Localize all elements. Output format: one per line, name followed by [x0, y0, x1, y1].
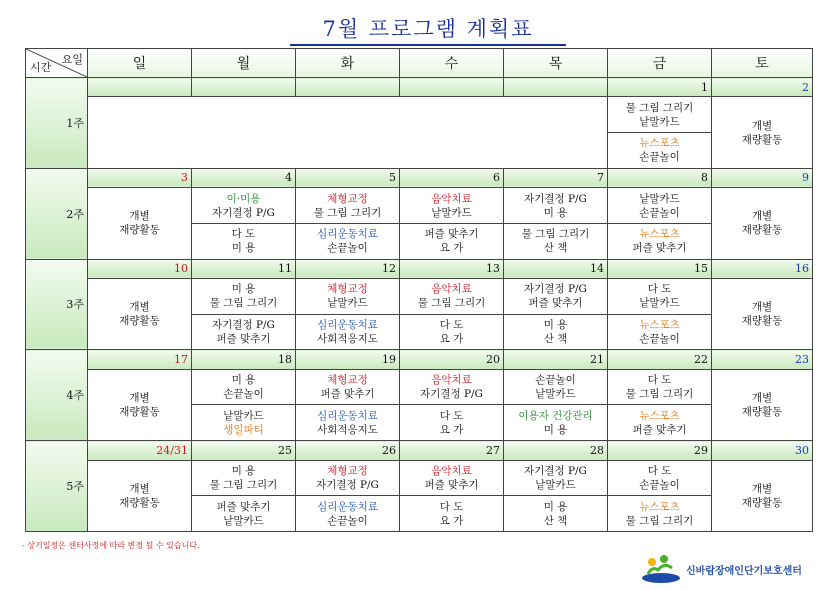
activity-cell-mon-pm	[192, 496, 296, 532]
week-label: 3주	[26, 259, 88, 350]
activity-cell-mon-pm	[192, 405, 296, 441]
activity-cell-mon-am	[192, 278, 296, 314]
activity-line: 낱말카드	[327, 297, 368, 310]
activity-line: 손끝놀이	[639, 206, 680, 219]
activity-line: 손끝놀이	[639, 478, 680, 491]
date-cell-wed	[400, 78, 504, 97]
sunday-free-activity	[88, 278, 192, 349]
empty-cell	[88, 97, 608, 168]
activity-line: 물 그림 그리기	[313, 206, 382, 219]
activity-line: 체형교정	[327, 192, 368, 205]
date-cell-fri: 1	[608, 78, 712, 97]
date-cell-thu: 21	[504, 350, 608, 369]
sunday-free-activity	[88, 369, 192, 440]
activity-line: 요 가	[439, 332, 464, 345]
activity-line: 물 그림 그리기	[417, 297, 486, 310]
activity-line: 다 도	[439, 500, 464, 513]
date-cell-sun: 24/31	[88, 441, 192, 460]
activity-line: 자기결정 P/G	[524, 192, 587, 205]
saturday-free-activity	[712, 278, 813, 349]
activity-line: 낱말카드	[639, 115, 680, 128]
morning-activity-row	[26, 97, 813, 133]
activity-line: 재량활동	[119, 224, 160, 237]
activity-line: 요 가	[439, 514, 464, 527]
logo-icon	[640, 552, 682, 586]
weekday-sat: 토	[712, 49, 813, 78]
activity-cell-tue-am	[296, 460, 400, 496]
activity-line: 미 용	[231, 242, 256, 255]
date-cell-mon	[192, 78, 296, 97]
activity-line: 손끝놀이	[223, 388, 264, 401]
activity-cell-mon-am	[192, 460, 296, 496]
activity-cell-thu-pm	[504, 223, 608, 259]
activity-line: 뉴스포츠	[639, 318, 680, 331]
activity-line: 체형교정	[327, 464, 368, 477]
activity-cell-tue-am	[296, 369, 400, 405]
activity-line: 음악치료	[431, 374, 472, 387]
activity-cell-tue-pm	[296, 314, 400, 350]
activity-line: 퍼즐 맞추기	[528, 297, 583, 310]
activity-cell-fri-am	[608, 97, 712, 133]
page-title: 7월 프로그램 계획표	[290, 14, 566, 46]
activity-line: 낱말카드	[639, 192, 680, 205]
week-label: 5주	[26, 441, 88, 532]
activity-line: 뉴스포츠	[639, 137, 680, 150]
activity-line: 사회적응지도	[317, 332, 378, 345]
activity-cell-wed-pm	[400, 496, 504, 532]
activity-cell-thu-pm	[504, 314, 608, 350]
activity-line: 낱말카드	[223, 514, 264, 527]
activity-line: 손끝놀이	[639, 332, 680, 345]
activity-cell-fri-am	[608, 369, 712, 405]
week-date-row	[26, 259, 813, 278]
activity-cell-mon-am	[192, 188, 296, 224]
activity-line: 재량활동	[741, 405, 783, 418]
date-cell-fri: 15	[608, 259, 712, 278]
activity-line: 다 도	[647, 464, 672, 477]
activity-line: 재량활동	[119, 405, 160, 418]
activity-line: 재량활동	[741, 315, 783, 328]
activity-cell-mon-pm	[192, 223, 296, 259]
activity-cell-fri-pm	[608, 496, 712, 532]
activity-cell-fri-am	[608, 278, 712, 314]
activity-line: 음악치료	[431, 464, 472, 477]
activity-line: 이·미용	[226, 192, 261, 205]
date-cell-wed: 6	[400, 168, 504, 187]
date-cell-mon: 4	[192, 168, 296, 187]
activity-line: 물 그림 그리기	[209, 478, 278, 491]
date-cell-thu: 14	[504, 259, 608, 278]
activity-cell-fri-am	[608, 188, 712, 224]
date-cell-fri: 29	[608, 441, 712, 460]
activity-line: 다 도	[647, 283, 672, 296]
activity-cell-thu-am	[504, 369, 608, 405]
activity-line: 미 용	[543, 500, 568, 513]
activity-line: 자기결정 P/G	[524, 464, 587, 477]
morning-activity-row	[26, 460, 813, 496]
date-cell-sun: 17	[88, 350, 192, 369]
corner-time-label: 시간	[30, 61, 52, 74]
activity-line: 재량활동	[119, 496, 160, 509]
week-label: 2주	[26, 168, 88, 259]
week-date-row	[26, 441, 813, 460]
activity-line: 개별	[129, 210, 150, 223]
date-cell-tue: 12	[296, 259, 400, 278]
activity-cell-thu-am	[504, 460, 608, 496]
activity-line: 다 도	[439, 409, 464, 422]
weekday-mon: 월	[192, 49, 296, 78]
date-cell-sat: 23	[712, 350, 813, 369]
activity-line: 낱말카드	[223, 409, 264, 422]
activity-line: 퍼즐 맞추기	[424, 478, 479, 491]
morning-activity-row	[26, 278, 813, 314]
activity-line: 물 그림 그리기	[625, 101, 694, 114]
date-cell-wed: 27	[400, 441, 504, 460]
activity-line: 체형교정	[327, 283, 368, 296]
activity-cell-tue-am	[296, 278, 400, 314]
activity-line: 개별	[751, 210, 773, 223]
date-cell-fri: 8	[608, 168, 712, 187]
saturday-free-activity	[712, 97, 813, 168]
activity-cell-tue-pm	[296, 405, 400, 441]
activity-line: 개별	[751, 119, 773, 132]
activity-line: 심리운동치료	[317, 228, 378, 241]
activity-line: 손끝놀이	[535, 374, 576, 387]
activity-line: 개별	[129, 482, 150, 495]
activity-line: 음악치료	[431, 192, 472, 205]
activity-line: 손끝놀이	[327, 514, 368, 527]
activity-line: 음악치료	[431, 283, 472, 296]
date-cell-sat: 9	[712, 168, 813, 187]
date-cell-mon: 11	[192, 259, 296, 278]
activity-line: 퍼즐 맞추기	[216, 500, 271, 513]
weekday-fri: 금	[608, 49, 712, 78]
date-cell-wed: 13	[400, 259, 504, 278]
activity-line: 산 책	[543, 242, 568, 255]
activity-line: 개별	[751, 391, 773, 404]
activity-line: 미 용	[543, 206, 568, 219]
activity-line: 미 용	[543, 423, 568, 436]
activity-cell-thu-pm	[504, 496, 608, 532]
activity-cell-wed-pm	[400, 223, 504, 259]
activity-line: 미 용	[543, 318, 568, 331]
activity-line: 물 그림 그리기	[521, 228, 590, 241]
activity-line: 개별	[129, 391, 150, 404]
activity-line: 물 그림 그리기	[625, 514, 694, 527]
activity-line: 낱말카드	[535, 388, 576, 401]
date-cell-sun: 3	[88, 168, 192, 187]
week-date-row	[26, 78, 813, 97]
activity-line: 체형교정	[327, 374, 368, 387]
date-cell-wed: 20	[400, 350, 504, 369]
activity-cell-wed-pm	[400, 314, 504, 350]
activity-line: 퍼즐 맞추기	[632, 242, 687, 255]
activity-line: 재량활동	[741, 224, 783, 237]
activity-cell-thu-pm	[504, 405, 608, 441]
activity-line: 손끝놀이	[327, 242, 368, 255]
morning-activity-row	[26, 188, 813, 224]
activity-line: 퍼즐 맞추기	[320, 388, 375, 401]
weekday-sun: 일	[88, 49, 192, 78]
activity-line: 재량활동	[119, 315, 160, 328]
activity-cell-fri-pm	[608, 314, 712, 350]
date-cell-mon: 18	[192, 350, 296, 369]
activity-line: 재량활동	[741, 133, 783, 146]
activity-cell-mon-pm	[192, 314, 296, 350]
activity-line: 개별	[129, 301, 150, 314]
activity-line: 이용자 건강관리	[518, 409, 593, 422]
activity-line: 낱말카드	[535, 478, 576, 491]
sunday-free-activity	[88, 460, 192, 532]
week-date-row	[26, 168, 813, 187]
sunday-free-activity	[88, 188, 192, 259]
weekday-wed: 수	[400, 49, 504, 78]
date-cell-tue: 26	[296, 441, 400, 460]
center-logo	[640, 552, 802, 586]
activity-line: 낱말카드	[431, 206, 472, 219]
week-label: 4주	[26, 350, 88, 441]
activity-cell-thu-am	[504, 188, 608, 224]
activity-cell-fri-pm	[608, 405, 712, 441]
activity-line: 뉴스포츠	[639, 228, 680, 241]
weekday-thu: 목	[504, 49, 608, 78]
logo-text: 신바람장애인단기보호센터	[686, 565, 802, 577]
activity-cell-tue-am	[296, 188, 400, 224]
date-cell-tue	[296, 78, 400, 97]
date-cell-thu: 7	[504, 168, 608, 187]
program-schedule-table	[25, 48, 813, 532]
activity-line: 심리운동치료	[317, 318, 378, 331]
activity-cell-wed-pm	[400, 405, 504, 441]
date-cell-sat: 2	[712, 78, 813, 97]
activity-line: 다 도	[231, 228, 256, 241]
activity-line: 미 용	[231, 464, 256, 477]
activity-cell-fri-am	[608, 460, 712, 496]
activity-cell-fri-pm	[608, 223, 712, 259]
activity-cell-tue-pm	[296, 496, 400, 532]
date-cell-thu	[504, 78, 608, 97]
date-cell-fri: 22	[608, 350, 712, 369]
date-cell-sat: 30	[712, 441, 813, 460]
activity-line: 물 그림 그리기	[625, 388, 694, 401]
activity-cell-wed-am	[400, 369, 504, 405]
date-cell-thu: 28	[504, 441, 608, 460]
activity-cell-tue-pm	[296, 223, 400, 259]
date-cell-sun	[88, 78, 192, 97]
activity-line: 자기결정 P/G	[316, 478, 379, 491]
activity-line: 개별	[751, 482, 773, 495]
activity-cell-thu-am	[504, 278, 608, 314]
corner-cell	[26, 49, 88, 78]
saturday-free-activity	[712, 369, 813, 440]
activity-line: 다 도	[439, 318, 464, 331]
activity-line: 심리운동치료	[317, 409, 378, 422]
weekday-tue: 화	[296, 49, 400, 78]
activity-line: 요 가	[439, 242, 464, 255]
activity-line: 개별	[751, 301, 773, 314]
activity-line: 뉴스포츠	[639, 409, 680, 422]
week-date-row	[26, 350, 813, 369]
activity-line: 퍼즐 맞추기	[424, 228, 479, 241]
activity-cell-wed-am	[400, 460, 504, 496]
activity-line: 사회적응지도	[317, 423, 378, 436]
activity-cell-wed-am	[400, 188, 504, 224]
activity-line: 낱말카드	[639, 297, 680, 310]
activity-line: 자기결정 P/G	[212, 318, 275, 331]
date-cell-sun: 10	[88, 259, 192, 278]
activity-line: 퍼즐 맞추기	[632, 423, 687, 436]
week-label: 1주	[26, 78, 88, 169]
activity-cell-wed-am	[400, 278, 504, 314]
saturday-free-activity	[712, 460, 813, 532]
date-cell-tue: 19	[296, 350, 400, 369]
activity-line: 자기결정 P/G	[212, 206, 275, 219]
activity-line: 미 용	[231, 283, 256, 296]
activity-line: 퍼즐 맞추기	[216, 332, 271, 345]
weekday-header-row	[26, 49, 813, 78]
morning-activity-row	[26, 369, 813, 405]
activity-line: 재량활동	[741, 496, 783, 509]
activity-line: 뉴스포츠	[639, 500, 680, 513]
activity-line: 미 용	[231, 374, 256, 387]
activity-line: 요 가	[439, 423, 464, 436]
activity-line: 자기결정 P/G	[524, 283, 587, 296]
activity-line: 물 그림 그리기	[209, 297, 278, 310]
activity-line: 심리운동치료	[317, 500, 378, 513]
activity-cell-fri-pm	[608, 133, 712, 169]
date-cell-tue: 5	[296, 168, 400, 187]
corner-day-label: 요일	[61, 53, 83, 66]
activity-line: 산 책	[543, 514, 568, 527]
activity-line: 자기결정 P/G	[420, 388, 483, 401]
activity-line: 산 책	[543, 332, 568, 345]
activity-cell-mon-am	[192, 369, 296, 405]
activity-line: 다 도	[647, 374, 672, 387]
date-cell-mon: 25	[192, 441, 296, 460]
saturday-free-activity	[712, 188, 813, 259]
activity-line: 손끝놀이	[639, 151, 680, 164]
date-cell-sat: 16	[712, 259, 813, 278]
activity-line: 생일파티	[223, 423, 264, 436]
schedule-change-note: - 상기일정은 센터사정에 따라 변경 될 수 있습니다.	[22, 541, 200, 550]
